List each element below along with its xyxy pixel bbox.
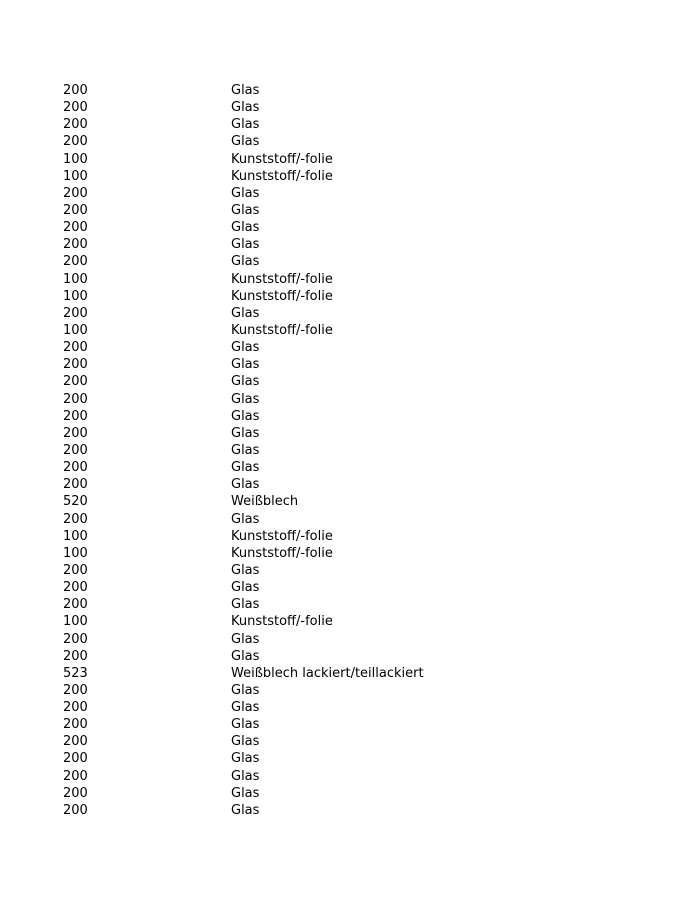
material-cell: Glas xyxy=(231,785,260,801)
code-cell: 200 xyxy=(63,134,88,150)
table-row xyxy=(63,116,663,133)
table-row xyxy=(63,648,663,665)
table-row xyxy=(63,271,663,288)
code-cell: 200 xyxy=(63,83,88,98)
material-cell: Weißblech lackiert/teillackiert xyxy=(231,665,424,681)
material-cell: Glas xyxy=(231,340,260,356)
table-row xyxy=(63,288,663,305)
material-cell: Glas xyxy=(231,751,260,767)
code-cell: 200 xyxy=(63,785,88,801)
code-cell: 520 xyxy=(63,494,88,510)
table-row xyxy=(63,545,663,562)
material-cell: Glas xyxy=(231,802,260,818)
code-cell: 200 xyxy=(63,717,88,733)
code-cell: 200 xyxy=(63,237,88,253)
table-row xyxy=(63,202,663,219)
code-cell: 200 xyxy=(63,751,88,767)
material-cell: Glas xyxy=(231,254,260,270)
code-cell: 200 xyxy=(63,185,88,201)
code-cell: 200 xyxy=(63,357,88,373)
material-cell: Glas xyxy=(231,648,260,664)
code-cell: 100 xyxy=(63,322,88,338)
code-cell: 200 xyxy=(63,408,88,424)
material-cell: Kunststoff/-folie xyxy=(231,614,333,630)
material-cell: Glas xyxy=(231,460,260,476)
code-cell: 200 xyxy=(63,425,88,441)
material-cell: Glas xyxy=(231,477,260,493)
code-cell: 200 xyxy=(63,117,88,133)
code-cell: 200 xyxy=(63,682,88,698)
material-cell: Kunststoff/-folie xyxy=(231,168,333,184)
table-row xyxy=(63,750,663,767)
material-cell: Glas xyxy=(231,631,260,647)
material-cell: Glas xyxy=(231,305,260,321)
material-cell: Glas xyxy=(231,100,260,116)
material-cell: Glas xyxy=(231,391,260,407)
material-cell: Glas xyxy=(231,700,260,716)
material-cell: Glas xyxy=(231,597,260,613)
code-cell: 100 xyxy=(63,528,88,544)
material-cell: Kunststoff/-folie xyxy=(231,151,333,167)
table-row xyxy=(63,665,663,682)
table-row xyxy=(63,373,663,390)
code-cell: 200 xyxy=(63,391,88,407)
table-row xyxy=(63,253,663,270)
material-cell: Glas xyxy=(231,185,260,201)
code-cell: 200 xyxy=(63,460,88,476)
material-code-table xyxy=(63,82,663,819)
table-row xyxy=(63,133,663,150)
table-row xyxy=(63,631,663,648)
code-cell: 200 xyxy=(63,340,88,356)
material-cell: Glas xyxy=(231,408,260,424)
material-cell: Glas xyxy=(231,83,260,98)
material-cell: Kunststoff/-folie xyxy=(231,528,333,544)
table-row xyxy=(63,425,663,442)
table-row xyxy=(63,733,663,750)
table-row xyxy=(63,528,663,545)
material-cell: Glas xyxy=(231,511,260,527)
code-cell: 200 xyxy=(63,100,88,116)
table-row xyxy=(63,716,663,733)
table-row xyxy=(63,768,663,785)
code-cell: 200 xyxy=(63,597,88,613)
material-cell: Kunststoff/-folie xyxy=(231,271,333,287)
code-cell: 100 xyxy=(63,545,88,561)
code-cell: 200 xyxy=(63,768,88,784)
material-cell: Glas xyxy=(231,237,260,253)
code-cell: 200 xyxy=(63,580,88,596)
table-row xyxy=(63,699,663,716)
material-cell: Glas xyxy=(231,357,260,373)
table-row xyxy=(63,322,663,339)
code-cell: 200 xyxy=(63,202,88,218)
code-cell: 200 xyxy=(63,802,88,818)
material-cell: Glas xyxy=(231,717,260,733)
table-row xyxy=(63,442,663,459)
material-cell: Glas xyxy=(231,117,260,133)
code-cell: 200 xyxy=(63,631,88,647)
table-row xyxy=(63,219,663,236)
material-cell: Glas xyxy=(231,220,260,236)
material-cell: Glas xyxy=(231,768,260,784)
table-row xyxy=(63,562,663,579)
table-row xyxy=(63,596,663,613)
material-cell: Weißblech xyxy=(231,494,299,510)
code-cell: 200 xyxy=(63,477,88,493)
material-cell: Glas xyxy=(231,134,260,150)
code-cell: 200 xyxy=(63,648,88,664)
material-cell: Glas xyxy=(231,562,260,578)
table-row xyxy=(63,151,663,168)
table-row xyxy=(63,305,663,322)
table-row xyxy=(63,476,663,493)
table-row xyxy=(63,682,663,699)
code-cell: 200 xyxy=(63,511,88,527)
table-row xyxy=(63,579,663,596)
table-row xyxy=(63,82,663,99)
table-row xyxy=(63,185,663,202)
code-cell: 100 xyxy=(63,614,88,630)
table-row xyxy=(63,613,663,630)
material-cell: Glas xyxy=(231,734,260,750)
code-cell: 200 xyxy=(63,700,88,716)
code-cell: 200 xyxy=(63,305,88,321)
table-row xyxy=(63,356,663,373)
material-cell: Kunststoff/-folie xyxy=(231,322,333,338)
table-row xyxy=(63,391,663,408)
table-row xyxy=(63,168,663,185)
code-cell: 200 xyxy=(63,374,88,390)
table-row xyxy=(63,511,663,528)
table-row xyxy=(63,236,663,253)
table-row xyxy=(63,802,663,819)
code-cell: 200 xyxy=(63,734,88,750)
table-row xyxy=(63,459,663,476)
code-cell: 200 xyxy=(63,254,88,270)
material-cell: Glas xyxy=(231,682,260,698)
material-cell: Glas xyxy=(231,374,260,390)
code-cell: 100 xyxy=(63,151,88,167)
material-cell: Kunststoff/-folie xyxy=(231,288,333,304)
material-cell: Glas xyxy=(231,425,260,441)
table-row xyxy=(63,99,663,116)
material-cell: Kunststoff/-folie xyxy=(231,545,333,561)
material-cell: Glas xyxy=(231,202,260,218)
material-cell: Glas xyxy=(231,442,260,458)
table-row xyxy=(63,493,663,510)
code-cell: 200 xyxy=(63,220,88,236)
code-cell: 523 xyxy=(63,665,88,681)
code-cell: 100 xyxy=(63,271,88,287)
code-cell: 200 xyxy=(63,562,88,578)
table-row xyxy=(63,339,663,356)
table-row xyxy=(63,408,663,425)
code-cell: 200 xyxy=(63,442,88,458)
material-cell: Glas xyxy=(231,580,260,596)
code-cell: 100 xyxy=(63,168,88,184)
code-cell: 100 xyxy=(63,288,88,304)
table-row xyxy=(63,785,663,802)
